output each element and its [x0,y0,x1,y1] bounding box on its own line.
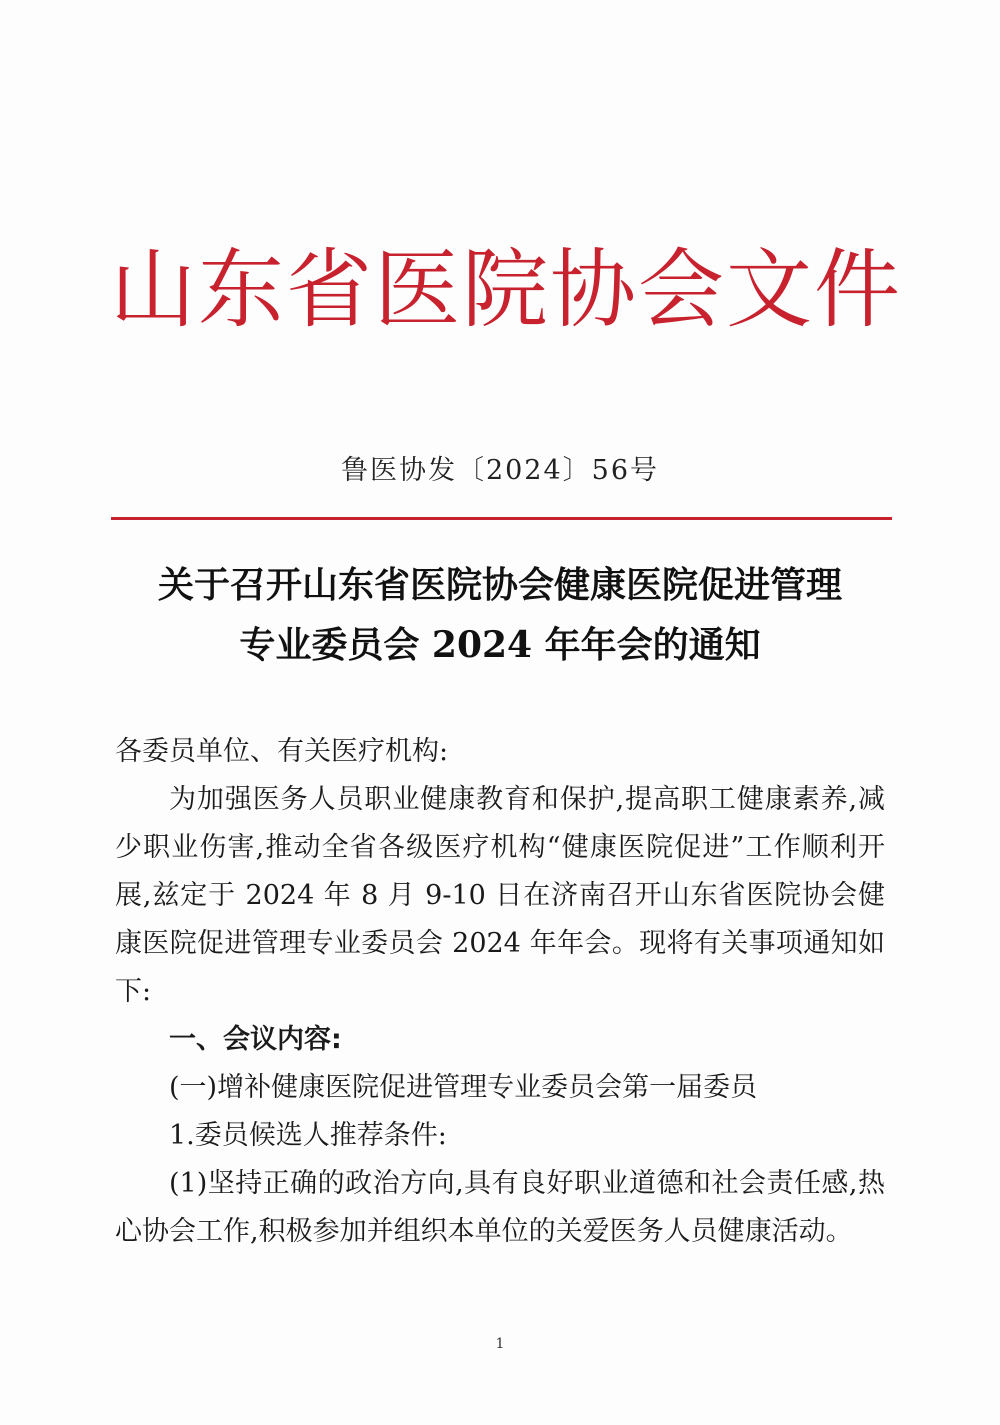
issuer-header-title: 山东省医院协会文件 [110,240,902,340]
notice-body [115,728,885,1256]
document-number: 鲁医协发〔2024〕56号 [340,455,660,486]
notice-title [100,555,900,675]
notice-title-line-2: 专业委员会 2024 年年会的通知 [239,624,761,666]
notice-title-line-1: 关于召开山东省医院协会健康医院促进管理 [157,564,842,606]
red-divider-line [111,517,892,520]
intro-paragraph: 为加强医务人员职业健康教育和保护,提高职工健康素养,减少职业伤害,推动全省各级医疗机构“健康医院促进”工作顺利开展,兹定于 2024 年 8 月 9-10 日在济南召开山东省医院协会健康医院促进管理专业委员会 2024 年年会。现将有关事项通知如下: [115,784,885,1007]
page-number: 1 [495,1336,505,1352]
salutation: 各委员单位、有关医疗机构: [115,736,449,767]
section-heading-meeting-content: 一、会议内容: [169,1024,342,1055]
list-item-criteria: 1.委员候选人推荐条件: [169,1120,447,1151]
subsection-heading: (一)增补健康医院促进管理专业委员会第一届委员 [169,1072,758,1103]
list-item-criterion-1: (1)坚持正确的政治方向,具有良好职业道德和社会责任感,热心协会工作,积极参加并组织本单位的关爱医务人员健康活动。 [115,1168,885,1247]
